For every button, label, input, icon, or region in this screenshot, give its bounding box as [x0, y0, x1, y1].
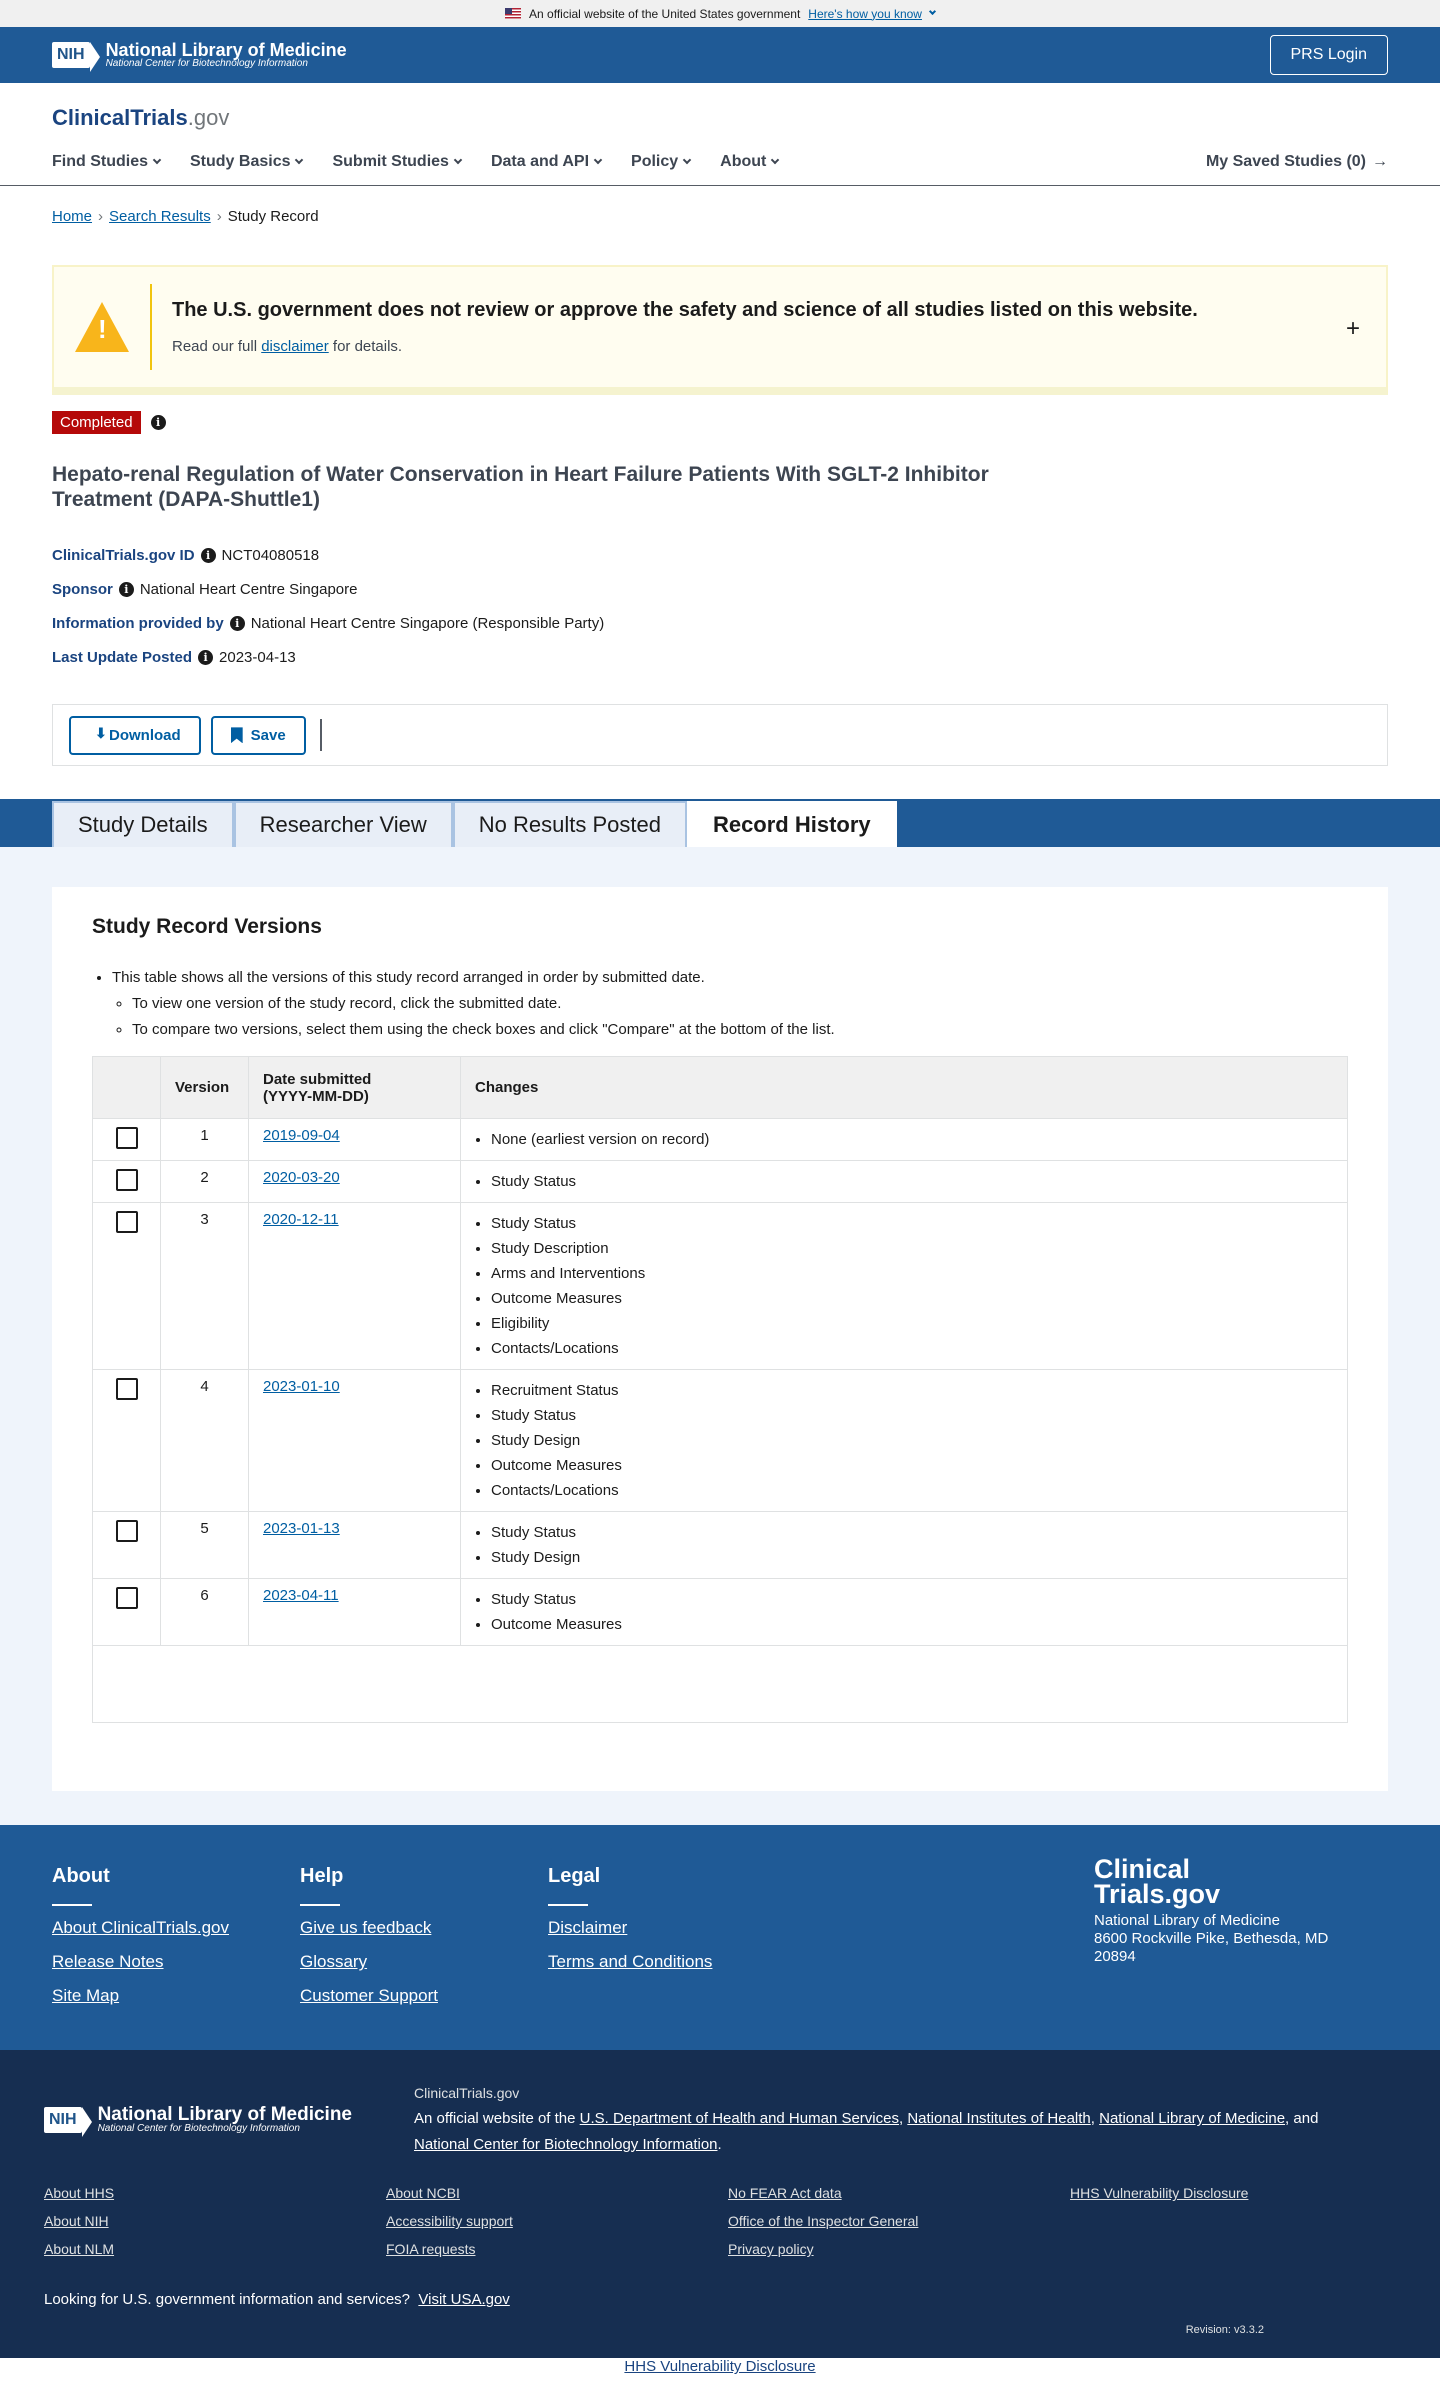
col-version: Version [161, 1057, 249, 1119]
gov-banner-text: An official website of the United States government [529, 6, 801, 21]
tab-study-details[interactable]: Study Details [52, 801, 234, 847]
versions-notes [92, 969, 1348, 1038]
footer-link[interactable]: Site Map [52, 1986, 120, 2006]
gov-banner [0, 0, 1440, 27]
date-cell [249, 1119, 461, 1161]
version-checkbox[interactable] [116, 1169, 138, 1191]
nav-about[interactable]: About [720, 153, 778, 171]
footer-legal: Legal Disclaimer Terms and Conditions [548, 1865, 796, 2050]
version-date-link[interactable]: 2020-12-11 [263, 1211, 339, 1229]
table-row [93, 1161, 1348, 1203]
select-cell [93, 1203, 161, 1370]
date-cell [249, 1203, 461, 1370]
chevron-down-icon [929, 8, 936, 15]
version-number: 3 [161, 1203, 249, 1370]
change-item: • Study Design [491, 1545, 1333, 1570]
table-row [93, 1119, 1348, 1161]
prs-login-button[interactable]: PRS Login [1270, 35, 1389, 75]
footer-link[interactable]: Give us feedback [300, 1918, 432, 1938]
nih-logo-box: NIH [52, 42, 90, 68]
table-row [93, 1579, 1348, 1646]
footer-logo[interactable]: Clinical Trials.gov National Library of Medicine 8600 Rockville Pike, Bethesda, MD 20894 [1094, 1854, 1329, 1965]
info-icon[interactable]: i [230, 616, 245, 631]
changes-cell [461, 1119, 1348, 1161]
download-icon [89, 728, 101, 742]
changes-cell [461, 1203, 1348, 1370]
version-date-link[interactable]: 2023-04-11 [263, 1587, 339, 1605]
info-icon[interactable]: i [151, 415, 166, 430]
change-item: • Arms and Interventions [491, 1261, 1333, 1286]
footer-link[interactable]: About NLM [44, 2241, 115, 2258]
version-date-link[interactable]: 2019-09-04 [263, 1127, 340, 1145]
us-flag-icon [505, 8, 521, 19]
version-number: 4 [161, 1370, 249, 1512]
disclaimer-alert [52, 265, 1388, 395]
bookmark-icon [231, 727, 243, 743]
footer-link[interactable]: Glossary [300, 1952, 368, 1972]
version-checkbox[interactable] [116, 1378, 138, 1400]
nih-link[interactable]: National Institutes of Health [907, 2110, 1091, 2128]
change-item: • Outcome Measures [491, 1612, 1333, 1637]
nlm-subtitle: National Center for Biotechnology Information [105, 58, 308, 69]
change-item: • Study Status [491, 1520, 1333, 1545]
footer-link[interactable]: About HHS [44, 2185, 115, 2202]
footer-link[interactable]: About NIH [44, 2213, 109, 2230]
tab-researcher-view[interactable]: Researcher View [234, 801, 453, 847]
last-update-value: 2023-04-13 [219, 648, 296, 666]
footer-link[interactable]: Customer Support [300, 1986, 438, 2006]
change-item: • Study Status [491, 1169, 1333, 1194]
version-number: 1 [161, 1119, 249, 1161]
info-provided-value: National Heart Centre Singapore (Responsible Party) [250, 614, 605, 632]
divider [320, 719, 322, 751]
footer-link[interactable]: Office of the Inspector General [728, 2213, 919, 2230]
version-checkbox[interactable] [116, 1587, 138, 1609]
footer-help: Help Give us feedback Glossary Customer Support [300, 1865, 548, 2050]
note: ◦ To view one version of the study record, click the submitted date. [132, 995, 1348, 1012]
col-date: Date submitted (YYYY-MM-DD) [249, 1057, 461, 1119]
content-area [0, 847, 1440, 1825]
footer-about: About About ClinicalTrials.gov Release Notes Site Map [52, 1865, 300, 2050]
changes-cell [461, 1370, 1348, 1512]
actions-bar [52, 704, 1388, 766]
study-title: Hepato-renal Regulation of Water Conservation in Heart Failure Patients With SGLT-2 Inhibitor Treatment (DAPA-Shuttle1) [52, 463, 989, 512]
nlm-logo[interactable] [52, 41, 347, 69]
table-row [93, 1512, 1348, 1579]
info-icon[interactable]: i [201, 548, 216, 563]
nlm-title: National Library of Medicine [105, 40, 347, 60]
select-cell [93, 1119, 161, 1161]
sponsor-value: National Heart Centre Singapore [139, 580, 358, 598]
nav-submit-studies[interactable]: Submit Studies [332, 153, 460, 171]
disclaimer-heading: The U.S. government does not review or approve the safety and science of all studies listed on this website. [172, 299, 1198, 321]
footer-link[interactable]: No FEAR Act data [728, 2185, 842, 2202]
save-button[interactable]: Save [211, 716, 306, 755]
change-item: • Contacts/Locations [491, 1336, 1333, 1361]
status-badge: Completed [52, 411, 141, 434]
col-changes: Changes [461, 1057, 1348, 1119]
version-checkbox[interactable] [116, 1127, 138, 1149]
breadcrumb [0, 186, 1440, 225]
chevron-down-icon [295, 156, 303, 164]
chevron-right-icon: › [216, 208, 222, 225]
footer-link[interactable]: About NCBI [386, 2185, 460, 2202]
info-icon[interactable]: i [198, 650, 213, 665]
versions-heading: Study Record Versions [92, 915, 322, 939]
change-item: • Recruitment Status [491, 1378, 1333, 1403]
table-footer-row [93, 1646, 1348, 1723]
changes-cell [461, 1579, 1348, 1646]
change-item: • Eligibility [491, 1311, 1333, 1336]
versions-table [92, 1056, 1348, 1723]
chevron-right-icon: › [98, 208, 104, 225]
footer-link[interactable]: About ClinicalTrials.gov [52, 1918, 229, 1938]
change-item: • None (earliest version on record) [491, 1127, 1333, 1152]
version-date-link[interactable]: 2020-03-20 [263, 1169, 340, 1187]
disclaimer-link[interactable]: disclaimer [261, 338, 329, 355]
empty-cell [93, 1646, 1348, 1723]
change-item: • Study Status [491, 1211, 1333, 1236]
date-cell [249, 1512, 461, 1579]
footer-link[interactable]: Privacy policy [728, 2241, 814, 2258]
my-saved-studies-link[interactable]: My Saved Studies (0) → [1205, 153, 1388, 170]
tab-record-history[interactable]: Record History [687, 801, 897, 847]
version-number: 5 [161, 1512, 249, 1579]
change-item: • Outcome Measures [491, 1453, 1333, 1478]
changes-cell [461, 1161, 1348, 1203]
note: • This table shows all the versions of this study record arranged in order by submitted date. [112, 969, 1348, 986]
version-date-link[interactable]: 2023-01-13 [263, 1520, 340, 1538]
breadcrumb-current: Study Record [227, 208, 319, 225]
select-cell [93, 1579, 161, 1646]
disclaimer-text: Read our full disclaimer for details. [172, 338, 403, 355]
nav-find-studies[interactable]: Find Studies [52, 153, 160, 171]
last-update-label: Last Update Posted [52, 648, 193, 666]
nav-data-and-api[interactable]: Data and API [491, 153, 601, 171]
table-row [93, 1370, 1348, 1512]
clinicaltrials-logo[interactable]: ClinicalTrials.gov [52, 105, 230, 130]
expand-plus-icon[interactable]: + [1345, 315, 1360, 342]
date-cell [249, 1370, 461, 1512]
study-id: NCT04080518 [221, 546, 320, 564]
note: ◦ To compare two versions, select them using the check boxes and click "Compare" at the bottom of the list. [132, 1021, 1348, 1038]
change-item: • Study Description [491, 1236, 1333, 1261]
chevron-down-icon [683, 156, 691, 164]
nih-header [0, 27, 1440, 83]
heres-how-you-know-link[interactable]: Here's how you know [808, 6, 922, 21]
nav-study-basics[interactable]: Study Basics [190, 153, 302, 171]
usagov-row: Looking for U.S. government information and services? Visit USA.gov [44, 2291, 510, 2309]
breadcrumb-search-results[interactable]: Search Results [109, 208, 211, 225]
date-cell [249, 1161, 461, 1203]
vuln-disclosure-link[interactable]: HHS Vulnerability Disclosure [624, 2358, 816, 2376]
arrow-right-icon: → [1372, 153, 1388, 170]
select-cell [93, 1370, 161, 1512]
version-number: 6 [161, 1579, 249, 1646]
main-nav [52, 153, 1388, 171]
tab-no-results-posted[interactable]: No Results Posted [453, 801, 687, 847]
chevron-down-icon [454, 156, 462, 164]
footer-link[interactable]: FOIA requests [386, 2241, 476, 2258]
nlm-footer-logo[interactable]: NIH National Library of Medicine National Center for Biotechnology Information [44, 2082, 352, 2157]
chevron-down-icon [594, 156, 602, 164]
changes-cell [461, 1512, 1348, 1579]
select-cell [93, 1161, 161, 1203]
footer-description: ClinicalTrials.gov An official website of the U.S. Department of Health and Human Services, National Institutes of Health, National Library of Medicine, and National Center for Biotechnology Information. [414, 2085, 1319, 2153]
footer [0, 1825, 1440, 2050]
version-date-link[interactable]: 2023-01-10 [263, 1378, 340, 1396]
col-select [93, 1057, 161, 1119]
usagov-link[interactable]: Visit USA.gov [418, 2291, 510, 2309]
nlm-link[interactable]: National Library of Medicine [1099, 2110, 1286, 2128]
date-cell [249, 1579, 461, 1646]
nav-policy[interactable]: Policy [631, 153, 690, 171]
tab-bar [0, 799, 1440, 847]
footer-link[interactable]: HHS Vulnerability Disclosure [1070, 2185, 1249, 2202]
select-cell [93, 1512, 161, 1579]
footer-links [44, 2185, 1396, 2257]
sponsor-label: Sponsor [52, 580, 113, 598]
change-item: • Contacts/Locations [491, 1478, 1333, 1503]
info-icon[interactable]: i [119, 582, 134, 597]
table-row [93, 1203, 1348, 1370]
breadcrumb-home[interactable]: Home [52, 208, 93, 225]
footer-link[interactable]: Terms and Conditions [548, 1952, 713, 1972]
version-number: 2 [161, 1161, 249, 1203]
versions-card [52, 887, 1388, 1791]
change-item: • Study Design [491, 1428, 1333, 1453]
info-provided-label: Information provided by [52, 614, 224, 632]
site-header [0, 83, 1440, 186]
id-label: ClinicalTrials.gov ID [52, 546, 195, 564]
change-item: • Study Status [491, 1587, 1333, 1612]
change-item: • Outcome Measures [491, 1286, 1333, 1311]
version-checkbox[interactable] [116, 1520, 138, 1542]
change-item: • Study Status [491, 1403, 1333, 1428]
revision: Revision: v3.3.2 [1185, 2324, 1264, 2337]
chevron-down-icon [153, 156, 161, 164]
chevron-down-icon [771, 156, 779, 164]
ncbi-link[interactable]: National Center for Biotechnology Information [414, 2135, 718, 2153]
version-checkbox[interactable] [116, 1211, 138, 1233]
footer-bottom [0, 2050, 1440, 2376]
vuln-disclosure-bar [0, 2358, 1440, 2376]
study-meta [52, 538, 1388, 674]
footer-link[interactable]: Disclaimer [548, 1918, 628, 1938]
hhs-link[interactable]: U.S. Department of Health and Human Services [579, 2110, 899, 2128]
download-button[interactable]: ⬇ Download [69, 716, 201, 755]
footer-link[interactable]: Accessibility support [386, 2213, 513, 2230]
warning-icon: ! [75, 302, 129, 352]
footer-link[interactable]: Release Notes [52, 1952, 164, 1972]
